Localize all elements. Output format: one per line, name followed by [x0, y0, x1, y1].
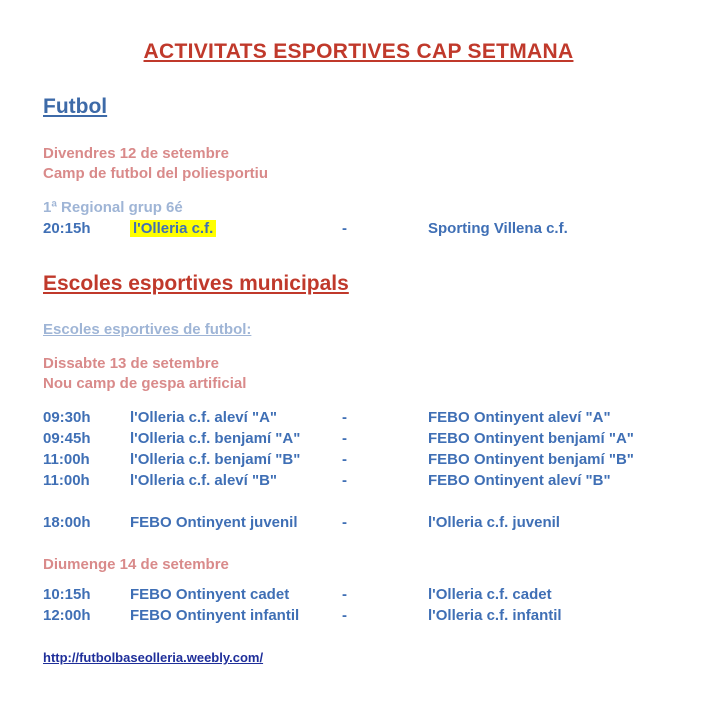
match-away: l'Olleria c.f. juvenil	[428, 514, 560, 531]
match-time: 20:15h	[43, 220, 91, 237]
match-time: 12:00h	[43, 607, 91, 624]
futbol-date: Divendres 12 de setembre	[43, 145, 229, 162]
futbol-venue: Camp de futbol del poliesportiu	[43, 165, 268, 182]
match-separator: -	[342, 220, 347, 237]
match-away: FEBO Ontinyent aleví "B"	[428, 472, 611, 489]
match-away: l'Olleria c.f. infantil	[428, 607, 562, 624]
website-link[interactable]: http://futbolbaseolleria.weebly.com/	[43, 650, 264, 665]
match-away: FEBO Ontinyent benjamí "B"	[428, 451, 634, 468]
match-home: l'Olleria c.f. aleví "B"	[130, 472, 278, 489]
page-title: ACTIVITATS ESPORTIVES CAP SETMANA	[143, 40, 574, 63]
section-heading-escoles: Escoles esportives municipals	[43, 272, 349, 295]
match-time: 09:45h	[43, 430, 91, 447]
match-separator: -	[342, 472, 347, 489]
match-away: FEBO Ontinyent aleví "A"	[428, 409, 611, 426]
match-separator: -	[342, 430, 347, 447]
match-home: l'Olleria c.f. aleví "A"	[130, 409, 278, 426]
match-away: FEBO Ontinyent benjamí "A"	[428, 430, 634, 447]
match-time: 11:00h	[43, 451, 90, 468]
match-home: l'Olleria c.f. benjamí "A"	[130, 430, 301, 447]
match-away: Sporting Villena c.f.	[428, 220, 568, 237]
match-home: FEBO Ontinyent infantil	[130, 607, 300, 624]
match-time: 11:00h	[43, 472, 90, 489]
match-time: 09:30h	[43, 409, 91, 426]
match-home: FEBO Ontinyent juvenil	[130, 514, 298, 531]
section-heading-futbol: Futbol	[43, 95, 108, 118]
saturday-venue: Nou camp de gespa artificial	[43, 375, 247, 392]
match-home-highlighted: l'Olleria c.f.	[130, 220, 216, 237]
sunday-date: Diumenge 14 de setembre	[43, 556, 229, 573]
match-home: FEBO Ontinyent cadet	[130, 586, 290, 603]
match-home: l'Olleria c.f. benjamí "B"	[130, 451, 301, 468]
match-separator: -	[342, 586, 347, 603]
match-separator: -	[342, 514, 347, 531]
match-separator: -	[342, 451, 347, 468]
escoles-subheading: Escoles esportives de futbol:	[43, 321, 252, 338]
saturday-date: Dissabte 13 de setembre	[43, 355, 219, 372]
match-separator: -	[342, 409, 347, 426]
match-away: l'Olleria c.f. cadet	[428, 586, 552, 603]
match-separator: -	[342, 607, 347, 624]
match-time: 18:00h	[43, 514, 91, 531]
match-time: 10:15h	[43, 586, 91, 603]
futbol-league: 1ª Regional grup 6é	[43, 199, 183, 216]
